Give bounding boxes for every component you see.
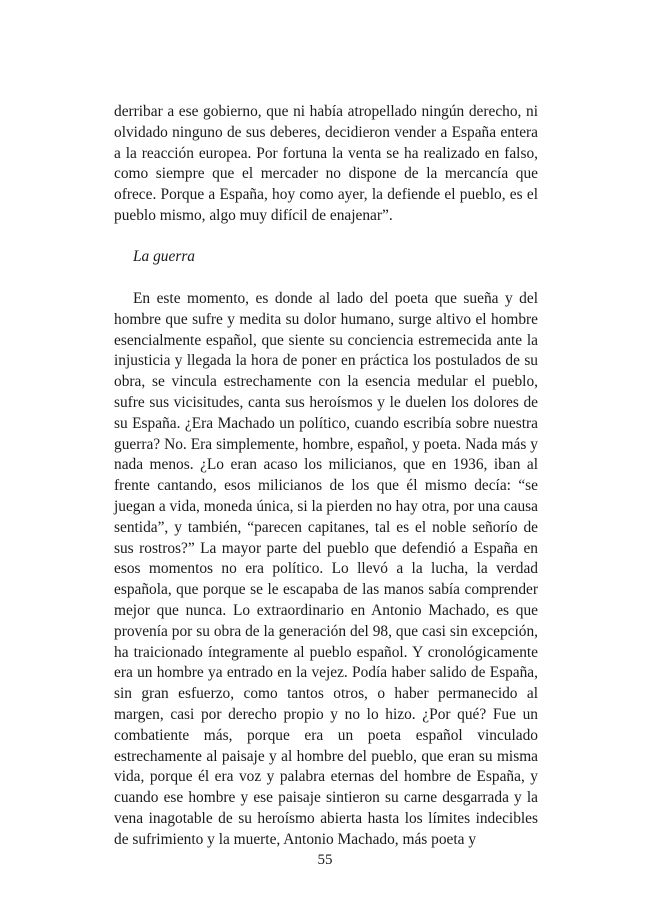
section-heading: La guerra xyxy=(133,248,195,265)
page-number: 55 xyxy=(317,852,333,868)
body-paragraph-1: derribar a ese gobierno, que ni había atropellado ningún derecho, ni olvidado ninguno de sus deberes, decidieron vender a España entera a la reacción europea. Por fortuna la venta se ha realizado en falso, como siempre que el mercader no dispone de la mercancía que ofrece. Porque a España, hoy como ayer, la defiende el pueblo, es el pueblo mismo, algo muy difícil de enajenar”. xyxy=(114,103,538,224)
body-paragraph-2: En este momento, es donde al lado del poeta que sueña y del hombre que sufre y medita su dolor humano, surge altivo el hombre esencialmente español, que siente su conciencia estremecida ante la injusticia y llegada la hora de poner en práctica los postulados de su obra, se vincula estrechamente con la esencia medular el pueblo, sufre sus vicisitudes, canta sus heroísmos y le duelen los dolores de su España. ¿Era Machado un político, cuando escribía sobre nuestra guerra? No. Era simplemente, hombre, español, y poeta. Nada más y nada menos. ¿Lo eran acaso los milicianos, que en 1936, iban al frente cantando, esos milicianos de los que él mismo decía: “se juegan a vida, moneda única, si la pierden no hay otra, por una causa sentida”, y también, “parecen capitanes, tal es el noble señorío de sus rostros?” La mayor parte del pueblo que defendió a España en esos momentos no era político. Lo llevó a la lucha, la verdad española, que porque se le escapaba de las manos sabía comprender mejor que nunca. Lo extraordinario en Antonio Machado, es que provenía por su obra de la generación del 98, que casi sin excepción, ha traicionado íntegramente al pueblo español. Y cronológicamente era un hombre ya entrado en la vejez. Podía haber salido de España, sin gran esfuerzo, como tantos otros, o haber permanecido al margen, casi por derecho propio y no lo hizo. ¿Por qué? Fue un combatiente más, porque era un poeta español vinculado estrechamente al paisaje y al hombre del pueblo, que eran su misma vida, porque él era voz y palabra eternas del hombre de España, y cuando ese hombre y ese paisaje sintieron su carne desgarrada y la vena inagotable de su heroísmo abierta hasta los límites indecibles de sufrimiento y la muerte, Antonio Machado, más poeta y xyxy=(114,290,538,848)
